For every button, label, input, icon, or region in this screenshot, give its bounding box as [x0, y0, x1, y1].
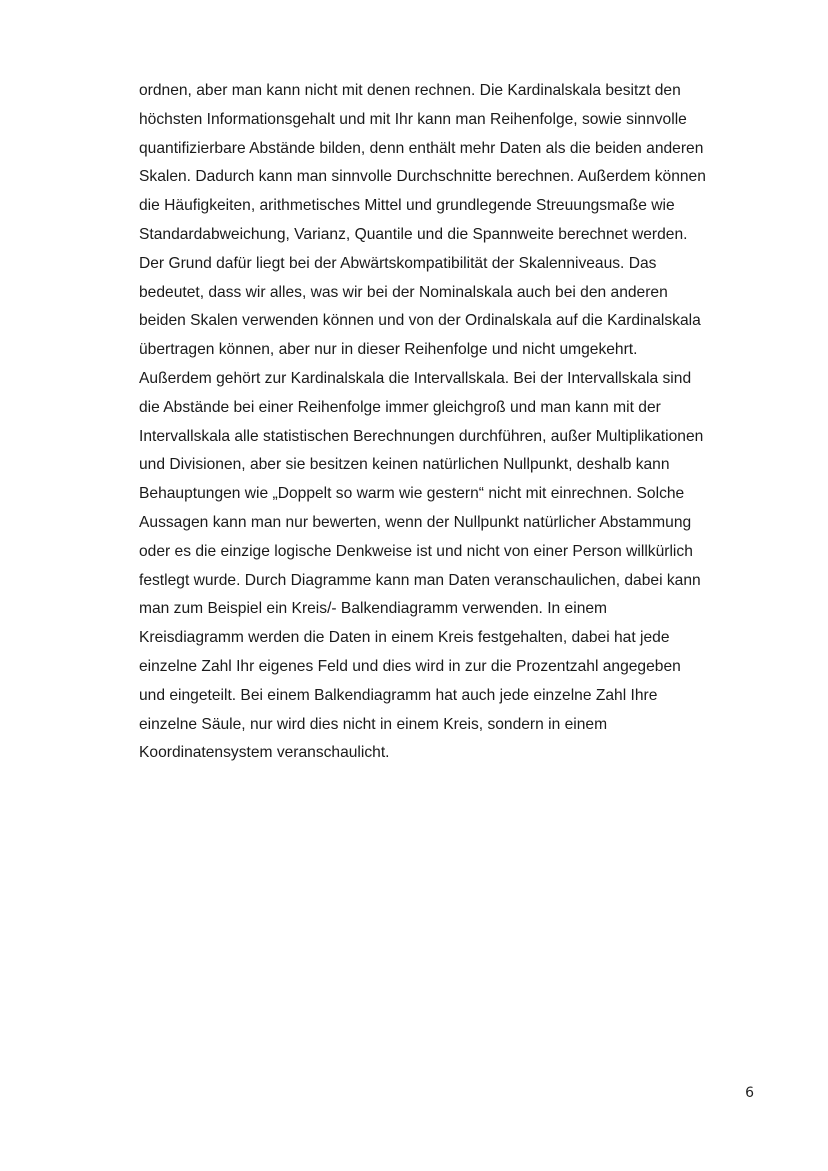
text-line: und eingeteilt. Bei einem Balkendiagramm hat auch jede einzelne Zahl Ihre	[139, 686, 658, 704]
text-line: bedeutet, dass wir alles, was wir bei der Nominalskala auch bei den anderen	[139, 283, 668, 301]
page-number: 6	[745, 1085, 754, 1101]
text-line: Der Grund dafür liegt bei der Abwärtskompatibilität der Skalenniveaus. Das	[139, 254, 657, 272]
body-paragraph	[139, 77, 759, 768]
text-line: Standardabweichung, Varianz, Quantile und die Spannweite berechnet werden.	[139, 225, 688, 243]
text-line: höchsten Informationsgehalt und mit Ihr kann man Reihenfolge, sowie sinnvolle	[139, 110, 687, 128]
text-line: oder es die einzige logische Denkweise ist und nicht von einer Person willkürlich	[139, 542, 693, 560]
text-line: und Divisionen, aber sie besitzen keinen natürlichen Nullpunkt, deshalb kann	[139, 456, 670, 474]
text-line: Aussagen kann man nur bewerten, wenn der Nullpunkt natürlicher Abstammung	[139, 513, 692, 531]
text-line: festlegt wurde. Durch Diagramme kann man Daten veranschaulichen, dabei kann	[139, 571, 701, 589]
text-line: Koordinatensystem veranschaulicht.	[139, 744, 390, 762]
text-line: einzelne Zahl Ihr eigenes Feld und dies wird in zur die Prozentzahl angegeben	[139, 657, 681, 675]
text-line: einzelne Säule, nur wird dies nicht in einem Kreis, sondern in einem	[139, 715, 608, 733]
text-line: beiden Skalen verwenden können und von der Ordinalskala auf die Kardinalskala	[139, 312, 701, 330]
text-line: die Häufigkeiten, arithmetisches Mittel und grundlegende Streuungsmaße wie	[139, 197, 675, 215]
text-line: man zum Beispiel ein Kreis/- Balkendiagramm verwenden. In einem	[139, 600, 608, 618]
text-line: übertragen können, aber nur in dieser Reihenfolge und nicht umgekehrt.	[139, 341, 638, 359]
text-line: Kreisdiagramm werden die Daten in einem Kreis festgehalten, dabei hat jede	[139, 629, 670, 647]
text-line: Skalen. Dadurch kann man sinnvolle Durchschnitte berechnen. Außerdem können	[139, 168, 706, 186]
text-line: Intervallskala alle statistischen Berechnungen durchführen, außer Multiplikationen	[139, 427, 704, 445]
text-line: die Abstände bei einer Reihenfolge immer gleichgroß und man kann mit der	[139, 398, 661, 416]
text-line: Behauptungen wie „Doppelt so warm wie gestern“ nicht mit einrechnen. Solche	[139, 485, 685, 503]
text-line: ordnen, aber man kann nicht mit denen rechnen. Die Kardinalskala besitzt den	[139, 82, 681, 99]
text-line: Außerdem gehört zur Kardinalskala die Intervallskala. Bei der Intervallskala sind	[139, 369, 692, 387]
text-line: quantifizierbare Abstände bilden, denn enthält mehr Daten als die beiden anderen	[139, 139, 704, 157]
